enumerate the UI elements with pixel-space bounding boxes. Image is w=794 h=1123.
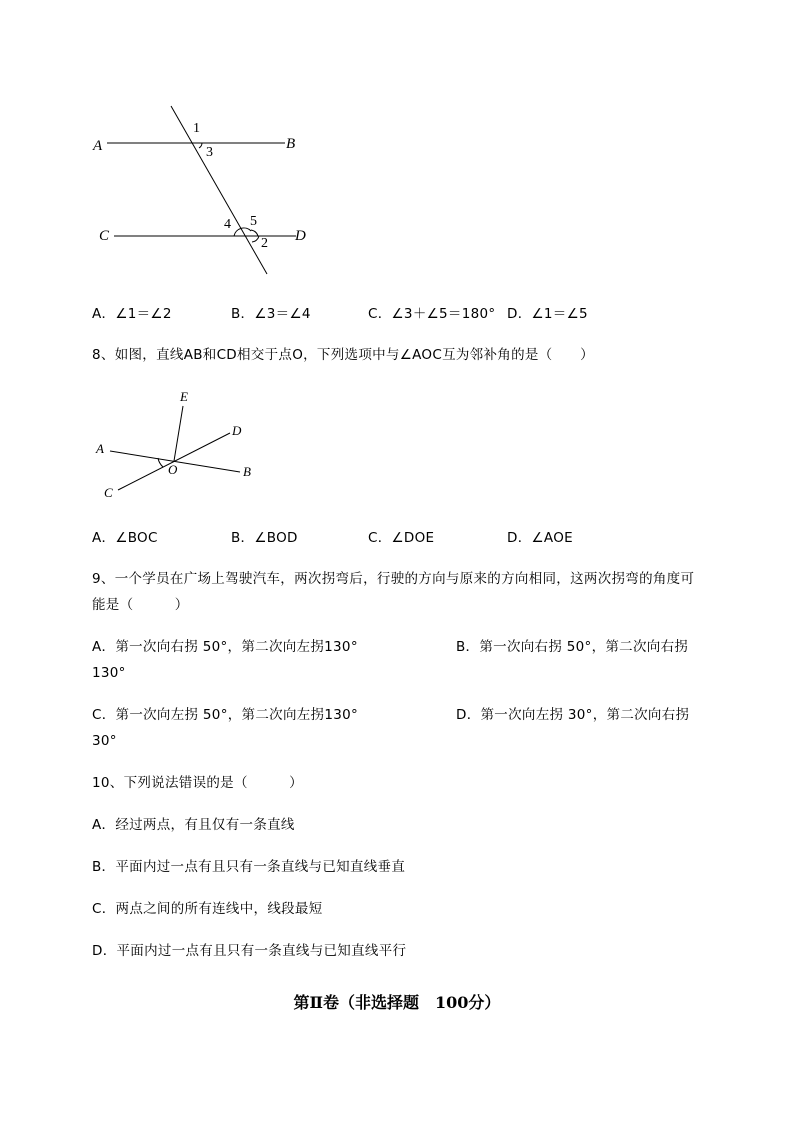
angle-label-4: 4 xyxy=(224,217,231,232)
q10-option-d[interactable]: D．平面内过一点有且只有一条直线与已知直线平行 xyxy=(92,943,407,959)
q7-option-a[interactable]: A．∠1＝∠2 xyxy=(92,306,172,322)
q10-option-c[interactable]: C．两点之间的所有连线中，线段最短 xyxy=(92,901,323,917)
q9-option-d[interactable]: D．第一次向左拐 30°，第二次向右拐 xyxy=(456,707,690,723)
fig2-label-o: O xyxy=(168,462,178,477)
q8-option-c[interactable]: C．∠DOE xyxy=(368,530,435,546)
q7-option-b[interactable]: B．∠3＝∠4 xyxy=(231,306,311,322)
angle-arc-3 xyxy=(199,143,202,148)
fig2-label-e: E xyxy=(180,389,188,404)
q9-option-d-cont: 30° xyxy=(92,733,117,749)
transversal-line xyxy=(171,106,267,274)
fig2-label-c: C xyxy=(104,485,113,500)
q9-stem-line1: 9、一个学员在广场上驾驶汽车，两次拐弯后，行驶的方向与原来的方向相同，这两次拐弯的角度可 xyxy=(92,571,695,587)
q9-option-b[interactable]: B．第一次向右拐 50°，第二次向右拐 xyxy=(456,639,689,655)
q7-option-c[interactable]: C．∠3＋∠5＝180° xyxy=(368,306,496,322)
q9-option-c[interactable]: C．第一次向左拐 50°，第二次向左拐130° xyxy=(92,707,359,723)
angle-label-5: 5 xyxy=(250,214,257,229)
fig2-label-b: B xyxy=(243,464,251,479)
fig2-label-d: D xyxy=(232,423,242,438)
point-label-d: D xyxy=(295,228,306,244)
q10-option-b[interactable]: B．平面内过一点有且只有一条直线与已知直线垂直 xyxy=(92,859,406,875)
q8-option-a[interactable]: A．∠BOC xyxy=(92,530,158,546)
q8-stem: 8、如图，直线AB和CD相交于点O，下列选项中与∠AOC互为邻补角的是（ ） xyxy=(92,347,594,363)
point-label-c: C xyxy=(99,228,110,244)
point-label-b: B xyxy=(286,136,296,152)
section-title: 第Ⅱ卷（非选择题 100分） xyxy=(293,993,501,1012)
angle-label-3: 3 xyxy=(206,145,213,160)
q8-option-d[interactable]: D．∠AOE xyxy=(507,530,573,546)
q7-option-d[interactable]: D．∠1＝∠5 xyxy=(507,306,588,322)
q10-option-a[interactable]: A．经过两点，有且仅有一条直线 xyxy=(92,817,295,833)
angle-label-1: 1 xyxy=(193,121,200,136)
point-label-a: A xyxy=(93,138,103,154)
q8-option-b[interactable]: B．∠BOD xyxy=(231,530,298,546)
q10-stem: 10、下列说法错误的是（ ） xyxy=(92,775,303,791)
angle-arc-2 xyxy=(252,236,259,242)
q9-stem-line2: 能是（ ） xyxy=(92,597,189,613)
q9-option-a[interactable]: A．第一次向右拐 50°，第二次向左拐130° xyxy=(92,639,358,655)
angle-arc-5 xyxy=(251,230,258,236)
ray-oe xyxy=(174,406,183,461)
fig2-label-a: A xyxy=(96,441,104,456)
angle-label-2: 2 xyxy=(261,236,268,251)
q9-option-b-cont: 130° xyxy=(92,665,126,681)
